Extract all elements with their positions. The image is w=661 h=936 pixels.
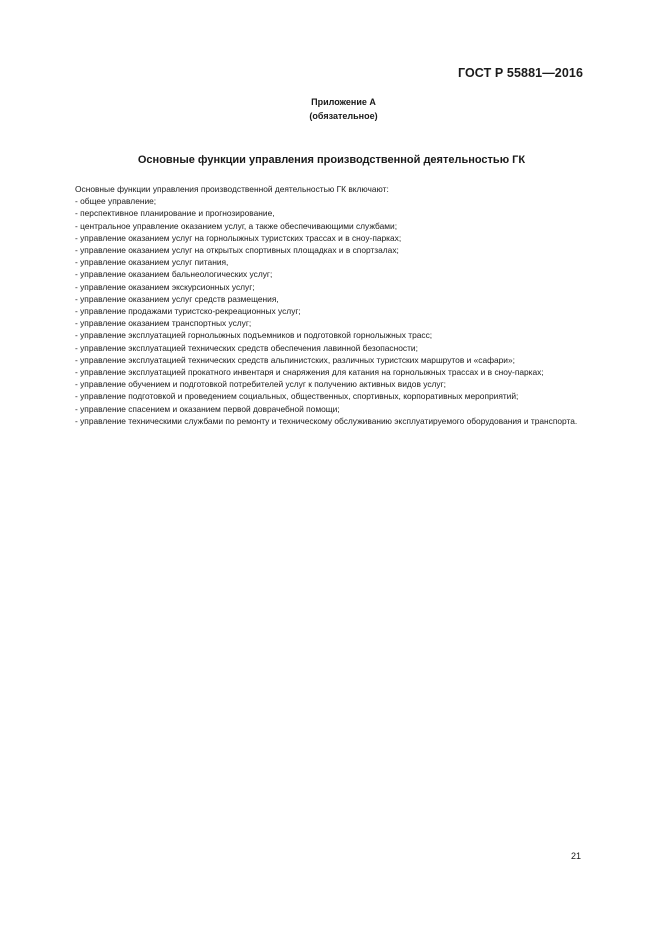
body-text [60, 183, 584, 427]
list-item: - центральное управление оказанием услуг, а также обеспечивающими службами; [75, 220, 398, 231]
list-item: - управление оказанием услуг питания, [75, 257, 229, 268]
list-item: - общее управление; [75, 196, 157, 207]
appendix-status: (обязательное) [309, 111, 378, 121]
list-item: - перспективное планирование и прогнозирование, [75, 208, 275, 219]
list-item: - управление оказанием экскурсионных услуг; [75, 281, 255, 292]
list-item: - управление эксплуатацией прокатного инвентаря и снаряжения для катания на горнолыжных трассах и в сноу-парках; [75, 367, 544, 378]
list-item: - управление подготовкой и проведением социальных, общественных, спортивных, корпоративных мероприятий; [75, 391, 519, 402]
appendix-title: Приложение А [311, 97, 376, 107]
appendix-heading [0, 95, 661, 123]
list-item: - управление техническими службами по ремонту и техническому обслуживанию эксплуатируемого оборудования и транспорта. [75, 415, 578, 426]
list-item: - управление спасением и оказанием первой доврачебной помощи; [75, 403, 340, 414]
list-item: - управление оказанием услуг на открытых спортивных площадках и в спортзалах; [75, 245, 399, 256]
list-item: - управление обучением и подготовкой потребителей услуг к получению активных видов услуг; [75, 379, 446, 390]
list-item: - управление продажами туристско-рекреационных услуг; [75, 306, 301, 317]
page-number: 21 [570, 851, 581, 861]
list-item: - управление эксплуатацией технических средств обеспечения лавинной безопасности; [75, 342, 418, 353]
list-item: - управление оказанием услуг на горнолыжных туристских трассах и в сноу-парках; [75, 232, 402, 243]
list-item: - управление оказанием транспортных услуг; [75, 318, 252, 329]
section-title: Основные функции управления производственной деятельностью ГК [137, 154, 526, 166]
list-item: - управление эксплуатацией горнолыжных подъемников и подготовкой горнолыжных трасс; [75, 330, 433, 341]
intro-paragraph: Основные функции управления производственной деятельностью ГК включают: [75, 184, 389, 194]
standard-number: ГОСТ Р 55881—2016 [457, 66, 583, 80]
list-item: - управление оказанием услуг средств размещения, [75, 293, 279, 304]
list-item: - управление эксплуатацией технических средств альпинистских, различных туристских маршрутов и «сафари»; [75, 354, 515, 365]
list-item: - управление оказанием бальнеологических услуг; [75, 269, 273, 280]
